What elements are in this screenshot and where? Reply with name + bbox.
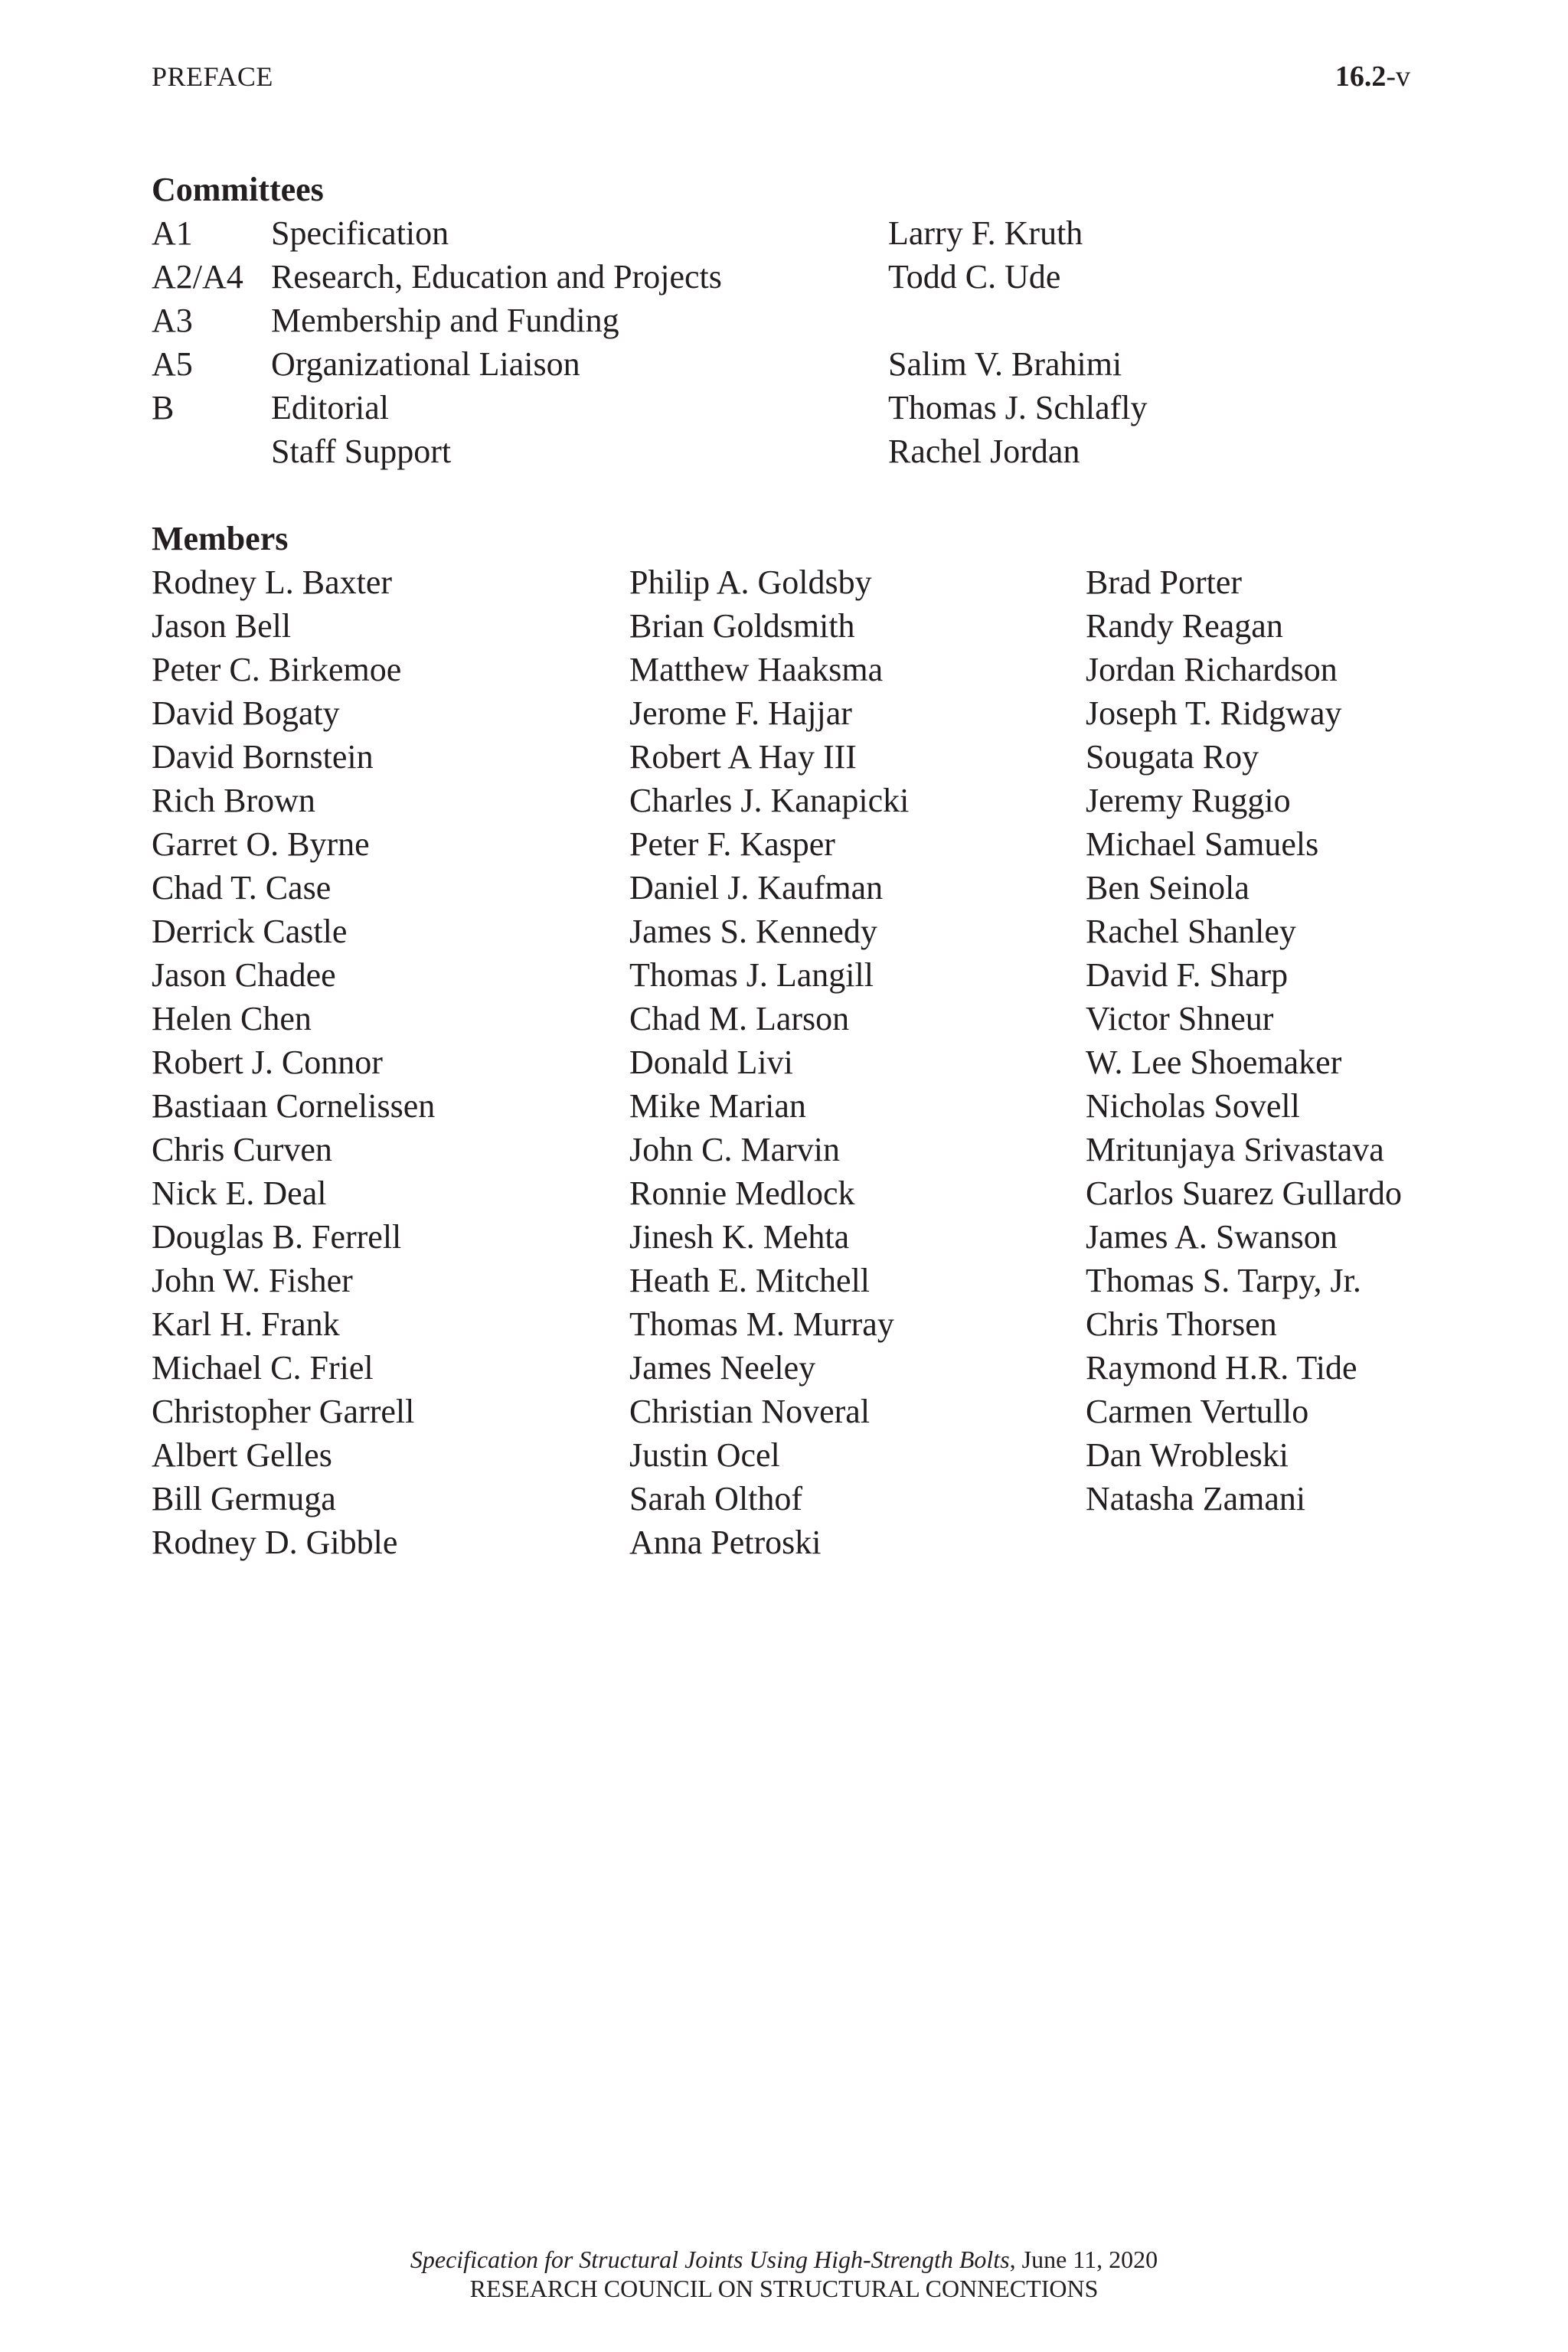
- page-number-suffix: -v: [1386, 60, 1410, 93]
- committee-name: Research, Education and Projects: [271, 258, 722, 296]
- footer-date: , June 11, 2020: [1009, 2246, 1158, 2273]
- member-name: W. Lee Shoemaker: [1086, 1044, 1342, 1081]
- member-name: Ronnie Medlock: [629, 1174, 855, 1212]
- page-footer: [0, 2245, 1568, 2303]
- committee-name: Membership and Funding: [271, 302, 619, 339]
- member-name: James S. Kennedy: [629, 913, 877, 950]
- member-name: Heath E. Mitchell: [629, 1262, 871, 1299]
- members-list: [152, 560, 1453, 1632]
- member-name: Jeremy Ruggio: [1086, 782, 1291, 819]
- running-header-section: PREFACE: [152, 61, 273, 92]
- member-name: Robert J. Connor: [152, 1044, 383, 1081]
- member-name: Peter C. Birkemoe: [152, 651, 402, 688]
- committee-row: [152, 211, 1423, 255]
- member-name: Christopher Garrell: [152, 1393, 415, 1430]
- committee-row: [152, 299, 1423, 342]
- member-name: Thomas S. Tarpy, Jr.: [1086, 1262, 1361, 1299]
- member-name: Michael Samuels: [1086, 825, 1319, 863]
- member-name: Mritunjaya Srivastava: [1086, 1131, 1384, 1168]
- committees-heading: Committees: [152, 171, 324, 208]
- member-name: Jason Chadee: [152, 956, 336, 994]
- committee-name: Staff Support: [271, 433, 452, 470]
- committee-row: [152, 386, 1423, 430]
- member-name: Rodney L. Baxter: [152, 564, 393, 601]
- committee-name: Editorial: [271, 389, 389, 426]
- member-name: Peter F. Kasper: [629, 825, 835, 863]
- member-name: Sarah Olthof: [629, 1480, 803, 1517]
- member-name: Nick E. Deal: [152, 1174, 327, 1212]
- member-name: Carmen Vertullo: [1086, 1393, 1309, 1430]
- member-name: Helen Chen: [152, 1000, 312, 1037]
- member-name: John W. Fisher: [152, 1262, 353, 1299]
- member-name: Brad Porter: [1086, 564, 1243, 601]
- member-name: Thomas M. Murray: [629, 1305, 894, 1343]
- committee-name: Organizational Liaison: [271, 345, 580, 383]
- member-name: Victor Shneur: [1086, 1000, 1274, 1037]
- member-name: Christian Noveral: [629, 1393, 871, 1430]
- committee-code: A1: [152, 214, 193, 252]
- member-name: Natasha Zamani: [1086, 1480, 1306, 1517]
- member-name: Joseph T. Ridgway: [1086, 694, 1342, 732]
- member-name: Brian Goldsmith: [629, 607, 855, 645]
- committee-chair: Salim V. Brahimi: [888, 345, 1122, 383]
- member-name: Bill Germuga: [152, 1480, 336, 1517]
- member-name: Michael C. Friel: [152, 1349, 374, 1387]
- footer-organization: RESEARCH COUNCIL ON STRUCTURAL CONNECTIONS: [469, 2275, 1099, 2302]
- member-name: Chad M. Larson: [629, 1000, 850, 1037]
- member-name: Rich Brown: [152, 782, 315, 819]
- member-name: Derrick Castle: [152, 913, 348, 950]
- member-name: Mike Marian: [629, 1087, 806, 1125]
- member-name: Robert A Hay III: [629, 738, 857, 776]
- member-name: Carlos Suarez Gullardo: [1086, 1174, 1402, 1212]
- page-number: [1335, 60, 1410, 93]
- member-name: Philip A. Goldsby: [629, 564, 872, 601]
- member-name: David Bornstein: [152, 738, 374, 776]
- members-column-3: [1086, 560, 1402, 1521]
- member-name: Chad T. Case: [152, 869, 332, 906]
- committee-row: [152, 430, 1423, 473]
- member-name: Jinesh K. Mehta: [629, 1218, 850, 1256]
- member-name: Chris Thorsen: [1086, 1305, 1277, 1343]
- member-name: David F. Sharp: [1086, 956, 1289, 994]
- committee-name: Specification: [271, 214, 449, 252]
- member-name: Daniel J. Kaufman: [629, 869, 884, 906]
- member-name: John C. Marvin: [629, 1131, 840, 1168]
- member-name: James Neeley: [629, 1349, 816, 1387]
- member-name: James A. Swanson: [1086, 1218, 1338, 1256]
- committee-code: A3: [152, 302, 193, 339]
- member-name: Justin Ocel: [629, 1436, 780, 1474]
- member-name: Jordan Richardson: [1086, 651, 1338, 688]
- member-name: Dan Wrobleski: [1086, 1436, 1289, 1474]
- member-name: Rodney D. Gibble: [152, 1524, 398, 1561]
- member-name: Anna Petroski: [629, 1524, 822, 1561]
- members-column-1: [152, 560, 435, 1564]
- member-name: Randy Reagan: [1086, 607, 1283, 645]
- committee-code: A2/A4: [152, 258, 243, 296]
- member-name: Jerome F. Hajjar: [629, 694, 852, 732]
- committee-row: [152, 255, 1423, 299]
- member-name: Bastiaan Cornelissen: [152, 1087, 436, 1125]
- committee-row: [152, 342, 1423, 386]
- member-name: Garret O. Byrne: [152, 825, 370, 863]
- committee-chair: Rachel Jordan: [888, 433, 1080, 470]
- member-name: Ben Seinola: [1086, 869, 1250, 906]
- member-name: Raymond H.R. Tide: [1086, 1349, 1357, 1387]
- committees-table: [152, 211, 1423, 473]
- member-name: Thomas J. Langill: [629, 956, 874, 994]
- committee-code: A5: [152, 345, 193, 383]
- members-heading: Members: [152, 520, 289, 557]
- committee-chair: Thomas J. Schlafly: [888, 389, 1148, 426]
- member-name: Sougata Roy: [1086, 738, 1259, 776]
- footer-title-line: [0, 2245, 1568, 2274]
- member-name: Matthew Haaksma: [629, 651, 884, 688]
- member-name: Karl H. Frank: [152, 1305, 340, 1343]
- member-name: Charles J. Kanapicki: [629, 782, 910, 819]
- page-number-bold: 16.2: [1334, 60, 1387, 93]
- footer-spec-title: Specification for Structural Joints Using High-Strength Bolts: [410, 2246, 1010, 2273]
- committee-chair: Todd C. Ude: [888, 258, 1061, 296]
- member-name: Chris Curven: [152, 1131, 332, 1168]
- members-column-2: [629, 560, 909, 1564]
- member-name: Donald Livi: [629, 1044, 793, 1081]
- member-name: Jason Bell: [152, 607, 292, 645]
- member-name: Albert Gelles: [152, 1436, 332, 1474]
- member-name: Rachel Shanley: [1086, 913, 1296, 950]
- member-name: Nicholas Sovell: [1086, 1087, 1300, 1125]
- committee-code: B: [152, 389, 175, 426]
- member-name: Douglas B. Ferrell: [152, 1218, 402, 1256]
- member-name: David Bogaty: [152, 694, 340, 732]
- committee-chair: Larry F. Kruth: [888, 214, 1083, 252]
